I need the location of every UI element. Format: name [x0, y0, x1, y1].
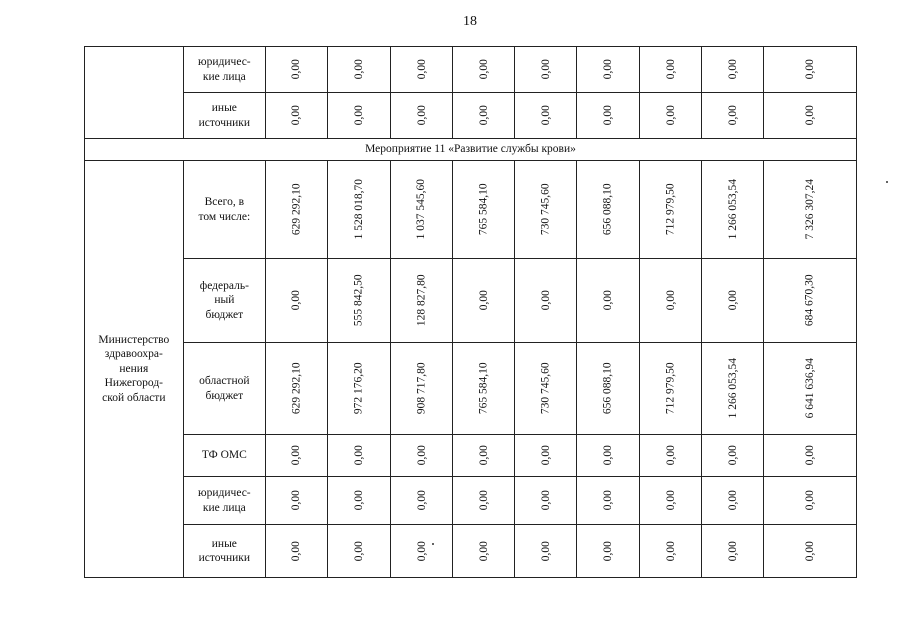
value-text: 712 979,50: [664, 362, 677, 415]
year-value-cell: [266, 343, 328, 435]
scan-speck: [432, 543, 434, 545]
value-text: 1 266 053,54: [726, 179, 739, 240]
value-text: 0,00: [352, 59, 365, 80]
value-text: 0,00: [415, 105, 428, 126]
year-value-cell: [391, 435, 453, 477]
value-text: 0,00: [539, 445, 552, 466]
value-text: 0,00: [726, 445, 739, 466]
value-text: 656 088,10: [602, 362, 615, 415]
year-value-cell: [391, 47, 453, 93]
total-cell: [764, 343, 857, 435]
year-value-cell: [515, 47, 577, 93]
value-text: 0,00: [602, 59, 615, 80]
table-row: [85, 161, 857, 259]
value-text: 629 292,10: [290, 183, 303, 236]
year-value-cell: [328, 435, 391, 477]
funding-source-cell: иные источники: [183, 93, 265, 139]
value-text: 0,00: [415, 540, 428, 562]
value-text: 629 292,10: [290, 362, 303, 415]
value-text: 0,00: [539, 540, 552, 562]
value-text: 1 528 018,70: [352, 179, 365, 240]
value-text: 0,00: [352, 105, 365, 126]
value-text: 0,00: [726, 290, 739, 311]
year-value-cell: [515, 259, 577, 343]
funding-source-cell: юридичес- кие лица: [183, 477, 265, 525]
event-title-row: [85, 139, 857, 161]
value-text: 656 088,10: [602, 183, 615, 236]
funding-source-cell: областной бюджет: [183, 343, 265, 435]
year-value-cell: [328, 259, 391, 343]
year-value-cell: [391, 161, 453, 259]
total-cell: [764, 477, 857, 525]
value-text: 0,00: [664, 490, 677, 511]
year-value-cell: [640, 259, 702, 343]
total-cell: [764, 47, 857, 93]
responsible-executor-cell: Министерство здравоохра- нения Нижегород- ской области: [85, 161, 184, 578]
total-cell: [764, 435, 857, 477]
funding-source-cell: Всего, в том числе:: [183, 161, 265, 259]
year-value-cell: [702, 161, 764, 259]
value-text: 1 266 053,54: [726, 358, 739, 419]
funding-source-cell: ТФ ОМС: [183, 435, 265, 477]
budget-table: [84, 46, 857, 578]
year-value-cell: [391, 343, 453, 435]
year-value-cell: [328, 161, 391, 259]
year-value-cell: [702, 477, 764, 525]
value-text: 128 827,80: [415, 274, 428, 327]
value-text: 0,00: [352, 540, 365, 562]
value-text: 0,00: [290, 540, 303, 562]
year-value-cell: [577, 93, 640, 139]
value-text: 765 584,10: [477, 183, 490, 236]
page-number: 18: [463, 14, 477, 29]
year-value-cell: [266, 435, 328, 477]
year-value-cell: [515, 477, 577, 525]
year-value-cell: [391, 259, 453, 343]
event-title: Мероприятие 11 «Развитие службы крови»: [85, 139, 857, 161]
value-text: 6 641 636,94: [803, 358, 816, 419]
year-value-cell: [577, 525, 640, 578]
year-value-cell: [577, 477, 640, 525]
value-text: 0,00: [477, 59, 490, 80]
value-text: 0,00: [602, 105, 615, 126]
value-text: 0,00: [477, 105, 490, 126]
value-text: 0,00: [290, 490, 303, 511]
value-text: 712 979,50: [664, 183, 677, 236]
year-value-cell: [453, 259, 515, 343]
value-text: 0,00: [803, 490, 816, 511]
year-value-cell: [515, 525, 577, 578]
year-value-cell: [515, 343, 577, 435]
year-value-cell: [515, 161, 577, 259]
year-value-cell: [328, 343, 391, 435]
year-value-cell: [577, 435, 640, 477]
value-text: 0,00: [352, 490, 365, 511]
year-value-cell: [640, 525, 702, 578]
year-value-cell: [391, 477, 453, 525]
value-text: 0,00: [726, 59, 739, 80]
value-text: 0,00: [290, 105, 303, 126]
year-value-cell: [453, 525, 515, 578]
value-text: 908 717,80: [415, 362, 428, 415]
year-value-cell: [328, 477, 391, 525]
value-text: 0,00: [477, 490, 490, 511]
total-cell: [764, 161, 857, 259]
value-text: 1 037 545,60: [415, 179, 428, 240]
year-value-cell: [577, 161, 640, 259]
value-text: 0,00: [602, 540, 615, 562]
value-text: 0,00: [803, 105, 816, 126]
value-text: 765 584,10: [477, 362, 490, 415]
value-text: 0,00: [290, 59, 303, 80]
value-text: 0,00: [415, 445, 428, 466]
table-row: [85, 47, 857, 93]
year-value-cell: [328, 525, 391, 578]
year-value-cell: [702, 47, 764, 93]
funding-source-cell: иные источники: [183, 525, 265, 578]
value-text: 0,00: [477, 445, 490, 466]
year-value-cell: [702, 343, 764, 435]
table-row: [85, 259, 857, 343]
value-text: 730 745,60: [539, 362, 552, 415]
table-row: [85, 477, 857, 525]
year-value-cell: [640, 161, 702, 259]
value-text: 0,00: [477, 290, 490, 311]
year-value-cell: [328, 47, 391, 93]
year-value-cell: [640, 47, 702, 93]
year-value-cell: [266, 525, 328, 578]
total-cell: [764, 259, 857, 343]
year-value-cell: [577, 47, 640, 93]
owner-cell-empty: [85, 47, 184, 139]
year-value-cell: [266, 259, 328, 343]
value-text: 0,00: [290, 290, 303, 311]
year-value-cell: [702, 435, 764, 477]
year-value-cell: [453, 477, 515, 525]
value-text: 0,00: [726, 105, 739, 126]
year-value-cell: [266, 93, 328, 139]
value-text: 0,00: [352, 445, 365, 466]
table-row: [85, 343, 857, 435]
year-value-cell: [391, 93, 453, 139]
value-text: 0,00: [602, 290, 615, 311]
value-text: 7 326 307,24: [803, 179, 816, 240]
year-value-cell: [453, 161, 515, 259]
year-value-cell: [453, 93, 515, 139]
value-text: 0,00: [415, 490, 428, 511]
value-text: 0,00: [803, 445, 816, 466]
year-value-cell: [577, 343, 640, 435]
value-text: 0,00: [664, 540, 677, 562]
value-text: 0,00: [477, 540, 490, 562]
year-value-cell: [391, 525, 453, 578]
year-value-cell: [453, 343, 515, 435]
year-value-cell: [702, 259, 764, 343]
year-value-cell: [453, 47, 515, 93]
value-text: 0,00: [539, 59, 552, 80]
value-text: 0,00: [664, 445, 677, 466]
table-row: [85, 93, 857, 139]
year-value-cell: [640, 93, 702, 139]
total-cell: [764, 93, 857, 139]
value-text: 0,00: [726, 540, 739, 562]
value-text: 555 842,50: [352, 274, 365, 327]
year-value-cell: [640, 343, 702, 435]
year-value-cell: [515, 435, 577, 477]
value-text: 972 176,20: [352, 362, 365, 415]
value-text: 0,00: [539, 290, 552, 311]
value-text: 730 745,60: [539, 183, 552, 236]
value-text: 0,00: [664, 59, 677, 80]
value-text: 0,00: [290, 445, 303, 466]
year-value-cell: [328, 93, 391, 139]
year-value-cell: [640, 435, 702, 477]
year-value-cell: [515, 93, 577, 139]
value-text: 0,00: [539, 105, 552, 126]
year-value-cell: [266, 161, 328, 259]
funding-source-cell: федераль- ный бюджет: [183, 259, 265, 343]
year-value-cell: [640, 477, 702, 525]
scan-speck: [886, 181, 888, 183]
value-text: 0,00: [415, 59, 428, 80]
table-row: [85, 435, 857, 477]
year-value-cell: [266, 477, 328, 525]
value-text: 0,00: [803, 540, 816, 562]
value-text: 0,00: [664, 290, 677, 311]
value-text: 0,00: [803, 59, 816, 80]
year-value-cell: [453, 435, 515, 477]
year-value-cell: [577, 259, 640, 343]
value-text: 0,00: [726, 490, 739, 511]
value-text: 684 670,30: [803, 274, 816, 327]
value-text: 0,00: [602, 490, 615, 511]
value-text: 0,00: [602, 445, 615, 466]
year-value-cell: [702, 525, 764, 578]
year-value-cell: [702, 93, 764, 139]
value-text: 0,00: [539, 490, 552, 511]
table-row: [85, 525, 857, 578]
total-cell: [764, 525, 857, 578]
funding-source-cell: юридичес- кие лица: [183, 47, 265, 93]
year-value-cell: [266, 47, 328, 93]
value-text: 0,00: [664, 105, 677, 126]
